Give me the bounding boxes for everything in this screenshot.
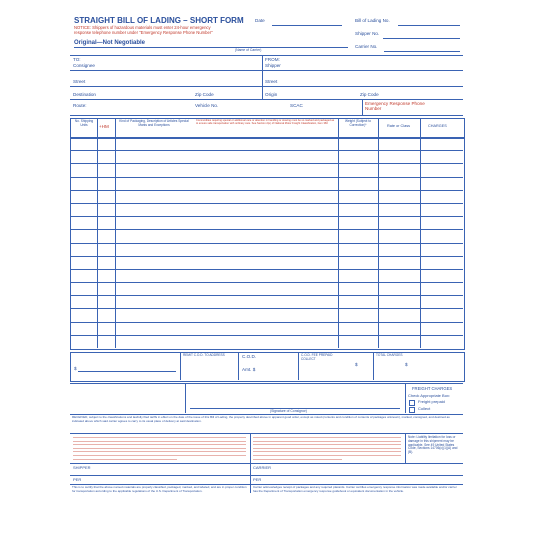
carrier-acknowledgment-text: Carrier acknowledges receipt of packages and any required placards. Carrier certifies emergency response information was made available and/or carrier has the Department of Transportation emergency response guidebook or equivalent documentation in the vehicle. [253, 485, 457, 493]
consignee-label: Consignee [73, 63, 95, 68]
shipper-label: Shipper [265, 63, 281, 68]
table-row[interactable] [70, 322, 463, 323]
cod-divider-4 [373, 352, 374, 380]
liability-note: Note: Liability limitation for loss or damage in this shipment may be applicable. See 49 United States Code, Sections 14706(c)(1)(A) and (B). [408, 435, 458, 455]
freight-collect-checkbox[interactable] [409, 407, 415, 413]
emergency-divider [362, 99, 363, 115]
shipper-carrier-field[interactable] [70, 475, 463, 476]
col-divider-4 [378, 118, 379, 348]
remit-cod-label: REMIT C.O.D. TO ADDRESS [183, 353, 225, 357]
shipper-number-label: Shipper No. [355, 31, 380, 36]
fine-print-line [253, 444, 401, 445]
street-field[interactable] [70, 86, 463, 87]
to-label: TO: [73, 57, 81, 62]
date-label: Date [255, 18, 265, 23]
consignor-signature-caption: (Signature of Consignor) [270, 409, 307, 413]
col-divider-5 [420, 118, 421, 348]
total-charges-label: TOTAL CHARGES [376, 353, 403, 357]
hazmat-divider-2 [405, 433, 406, 463]
carrier-name-line[interactable] [74, 47, 348, 48]
col-description-header: Kind of Packaging, Description of Articles Special Marks and Exceptions [119, 119, 189, 127]
fine-print-line [253, 451, 401, 452]
table-row[interactable] [70, 150, 463, 151]
hazmat-notice [74, 25, 213, 35]
col-divider-1 [97, 118, 98, 348]
special-care-note: Commodities requiring special or additional care or attention in handling or stowing must be so marked and packaged as to ensure safe transportation with ordinary care. See Section 2(e) of National Motor Freight Classification, Item 360 [196, 119, 335, 126]
cod-divider-2 [238, 352, 239, 380]
table-row[interactable] [70, 256, 463, 257]
fine-print-line [73, 459, 177, 460]
original-not-negotiable: Original—Not Negotiable [74, 40, 146, 46]
fine-print-line [73, 451, 246, 452]
cod-amount-label: Amt. $ [242, 367, 256, 372]
cod-divider-3 [298, 352, 299, 380]
cod-divider-1 [180, 352, 181, 380]
bol-number-field[interactable] [398, 25, 460, 26]
street-label-to: Street [73, 79, 86, 84]
cod-label: C.O.D. [242, 354, 257, 359]
fine-print-line [253, 448, 401, 449]
table-row[interactable] [70, 163, 463, 164]
date-field[interactable] [272, 25, 342, 26]
zip-label-from: Zip Code [360, 92, 379, 97]
address-divider [262, 55, 263, 99]
fine-print-line [73, 455, 246, 456]
shipper-sign-label: SHIPPER [73, 465, 91, 470]
name-of-carrier-caption: (Name of Carrier) [235, 48, 262, 52]
table-row[interactable] [70, 243, 463, 244]
scac-label: SCAC [290, 103, 303, 108]
per-label-carrier: PER [253, 477, 262, 482]
emergency-phone-label: Emergency Response Phone Number [365, 101, 425, 111]
consignee-shipper-field[interactable] [70, 70, 463, 71]
zip-label-to: Zip Code [195, 92, 214, 97]
table-row[interactable] [70, 295, 463, 296]
col-divider-2 [115, 118, 116, 348]
table-row[interactable] [70, 216, 463, 217]
declared-value-field[interactable] [78, 371, 176, 372]
table-row[interactable] [70, 177, 463, 178]
table-row[interactable] [70, 308, 463, 309]
destination-label: Destination [73, 92, 96, 97]
destination-origin-field[interactable] [70, 99, 463, 100]
fine-print-line [73, 437, 246, 438]
per-label-shipper: PER [73, 477, 82, 482]
col-divider-3 [338, 118, 339, 348]
col-hm-header: +HM [99, 124, 109, 129]
fine-print-line [253, 441, 401, 442]
vehicle-number-label: Vehicle No. [195, 103, 219, 108]
fine-print-line [253, 459, 342, 460]
from-label: FROM: [265, 57, 280, 62]
table-row[interactable] [70, 335, 463, 336]
shipment-table [70, 137, 465, 350]
certification-text: This is to certify that the above named materials are properly classified, packaged, marked, and labeled, and are in proper condition for transportation according to the applicable regulations of the U.S. Department of Transportation. [72, 485, 247, 493]
freight-prepaid-checkbox[interactable] [409, 400, 415, 406]
route-bottom-rule [70, 115, 463, 116]
freight-prepaid-label: Freight prepaid [418, 399, 445, 404]
received-terms: RECEIVED, subject to the classifications and lawfully filed tariffs in effect on the date of the issue of this Bill of Lading, the property described above in apparent good order, except as noted (contents and condition of contents of packages unknown), marked, consigned, and destined as indicated above which said carrier agrees to carry to its usual place of delivery at said destination. [72, 415, 450, 423]
table-row[interactable] [70, 203, 463, 204]
form-title: STRAIGHT BILL OF LADING – SHORT FORM [74, 16, 244, 25]
table-row[interactable] [70, 269, 463, 270]
dollar-sign-left: $ [74, 366, 77, 371]
freight-charges-label: FREIGHT CHARGES [412, 386, 453, 391]
fine-print-line [253, 455, 401, 456]
cod-fee-dollar: $ [355, 362, 358, 367]
notes-divider-1 [185, 383, 186, 413]
bol-number-label: Bill of Lading No. [355, 18, 390, 23]
address-top-rule [70, 55, 463, 56]
cod-fee-label: C.O.D. FEE PREPAID COLLECT [301, 353, 333, 361]
col-charges-header: CHARGES [428, 124, 447, 128]
freight-collect-label: Collect [418, 406, 431, 411]
street-label-from: Street [265, 79, 278, 84]
shipper-number-field[interactable] [383, 38, 460, 39]
fine-print-line [73, 441, 246, 442]
col-units-header: No. Shipping Units [74, 119, 94, 127]
fine-print-line [73, 444, 246, 445]
col-weight-header: Weight (Subject to Correction)* [345, 119, 371, 127]
fine-print-line [73, 448, 246, 449]
carrier-sign-label: CARRIER [253, 465, 272, 470]
total-dollar: $ [405, 362, 408, 367]
table-row[interactable] [70, 229, 463, 230]
notice-line-2: response telephone number under "Emergency Response Phone Number" [74, 30, 213, 35]
route-label: Route: [73, 103, 87, 108]
col-rate-header: Rate or Class [387, 124, 411, 128]
carrier-number-label: Carrier No. [355, 44, 378, 49]
carrier-number-field[interactable] [384, 51, 460, 52]
notice-line-1: NOTICE: Shippers of hazardous materials must enter 24-hour emergency [74, 25, 211, 30]
fine-print-line [253, 437, 401, 438]
notes-divider-2 [405, 383, 406, 413]
origin-label: Origin [265, 92, 278, 97]
table-row[interactable] [70, 190, 463, 191]
check-box-label: Check Appropriate Box: [408, 393, 451, 398]
signature-top-rule [70, 463, 463, 464]
table-row[interactable] [70, 282, 463, 283]
cod-section [70, 352, 465, 382]
